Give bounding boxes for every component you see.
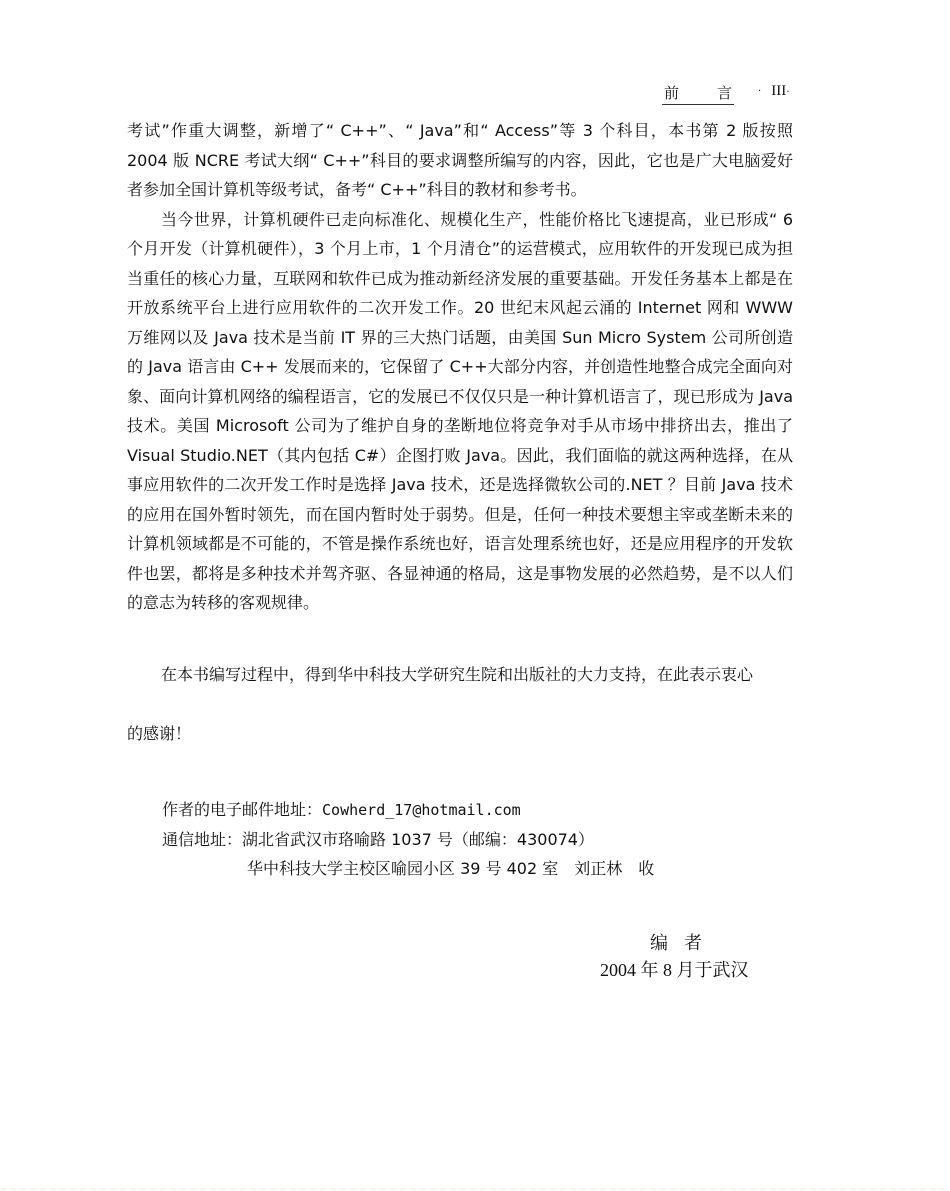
running-header [662,82,790,105]
paragraph-2: 当今世界，计算机硬件已走向标准化、规模化生产，性能价格比飞速提高，业已形成“ 6 个月开发（计算机硬件），3 个月上市，1 个月清仓”的运营模式，应用软件的开发现已成为担当重任的核心力量，互联网和软件已成为推动新经济发展的重要基础。开发任务基本上都是在开放系统平台上进行应用软件的二次开发工作。20 世纪末风起云涌的 Internet 网和 WWW 万维网以及 Java 技术是当前 IT 界的三大热门话题，由美国 Sun Micro System 公司所创造的 Java 语言由 C++ 发展而来的，它保留了 C++大部分内容，并创造性地整合成完全面向对象、面向计算机网络的编程语言，它的发展已不仅仅只是一种计算机语言了，现已形成为 Java 技术。美国 Microsoft 公司为了维护自身的垄断地位将竞争对手从市场中排挤出去，推出了 Visual Studio.NET（其内包括 C#）企图打败 Java。因此，我们面临的就这两种选择，在从事应用软件的二次开发工作时是选择 Java 技术，还是选择微软公司的.NET ？目前 Java 技术的应用在国外暂时领先，而在国内暂时处于弱势。但是，任何一种技术要想主宰或垄断未来的计算机领域都是不可能的，不管是操作系统也好，语言处理系统也好，还是应用程序的开发软件也罢，都将是多种技术并驾齐驱、各显神通的格局，这是事物发展的必然趋势，是不以人们的意志为转移的客观规律。 [127,209,793,612]
header-separator-dot: · [758,86,762,97]
email-row [162,795,654,825]
paragraph-1: 考试”作重大调整，新增了“ C++”、“ Java”和“ Access”等 3 个科目，本书第 2 版按照 2004 版 NCRE 考试大纲“ C++”科目的要求调整所编写的内容，因此，它也是广大电脑爱好者参加全国计算机等级考试，备考“ C++”科目的教材和参考书。 [127,121,793,199]
address-label: 通信地址： [162,830,243,849]
page-bottom-edge [0,1188,950,1190]
signature-block [600,930,760,984]
address-row [162,825,654,854]
signature-date: 2004 年 8 月于武汉 [600,960,749,980]
address-line-2: 华中科技大学主校区喻园小区 39 号 402 室 刘正林 收 [247,859,655,878]
section-title-char-1: 前 [664,84,680,102]
acknowledgement [127,660,793,748]
section-title-char-2: 言 [717,84,733,102]
email-address: Cowherd_17@hotmail.com [322,801,521,819]
acknowledgement-line-1: 在本书编写过程中，得到华中科技大学研究生院和出版社的大力支持，在此表示衷心 [161,665,754,684]
signature-role: 编者 [650,933,718,954]
page-number: III · [771,83,789,100]
body-text [127,116,793,618]
acknowledgement-line-2: 的感谢！ [127,724,192,743]
email-label: 作者的电子邮件地址： [162,800,323,819]
address-line-1: 湖北省武汉市珞喻路 1037 号（邮编：430074） [242,830,594,849]
contact-info [162,795,654,883]
section-title [662,82,734,105]
address-row-2 [162,854,654,883]
